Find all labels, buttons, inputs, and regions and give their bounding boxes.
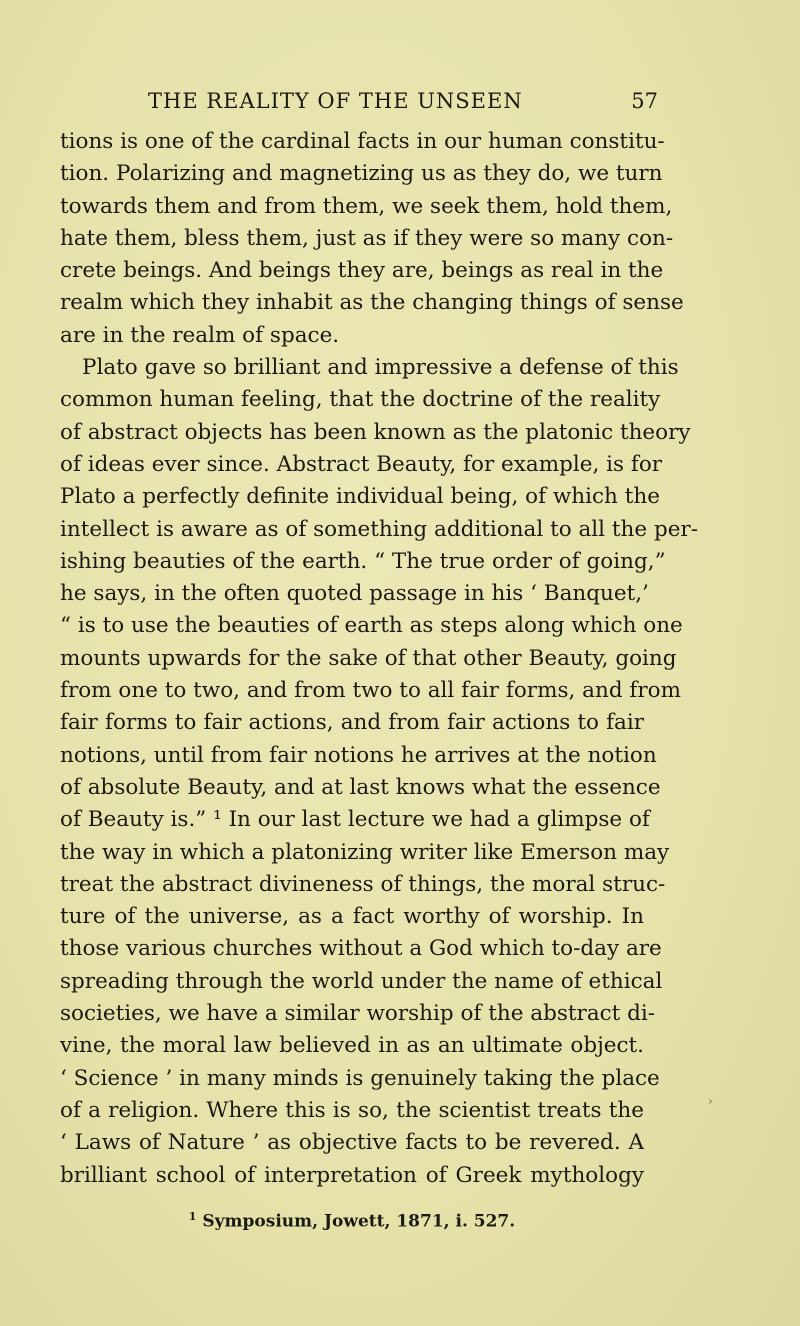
text-line: crete beings. And beings they are, beings as real in the: [60, 258, 664, 284]
text-line: notions, until from fair notions he arrives at the notion: [60, 742, 657, 768]
text-line: of abstract objects has been known as the platonic theory: [60, 419, 691, 445]
text-line: societies, we have a similar worship of the abstract di-: [60, 1001, 656, 1027]
text-line: of Beauty is.” ¹ In our last lecture we had a glimpse of: [60, 807, 650, 833]
text-line: fair forms to fair actions, and from fair actions to fair: [60, 710, 644, 736]
text-line: “ is to use the beauties of earth as steps along which one: [60, 613, 683, 639]
text-line: he says, in the often quoted passage in his ‘ Banquet,’: [60, 581, 649, 607]
footnote-marker: 1: [188, 1210, 197, 1223]
text-line: tion. Polarizing and magnetizing us as they do, we turn: [60, 161, 663, 187]
text-line: ‘ Laws of Nature ’ as objective facts to be revered. A: [60, 1130, 644, 1156]
text-line: those various churches without a God which to-day are: [60, 936, 662, 962]
text-line: realm which they inhabit as the changing things of sense: [60, 290, 684, 316]
text-line: brilliant school of interpretation of Greek mythology: [60, 1162, 644, 1188]
body-text: [60, 126, 698, 1192]
running-head: THE REALITY OF THE UNSEEN: [148, 89, 523, 113]
text-line: hate them, bless them, just as if they were so many con-: [60, 225, 674, 251]
text-line: are in the realm of space.: [60, 322, 340, 348]
text-line: from one to two, and from two to all fair forms, and from: [60, 678, 681, 704]
text-line: Plato a perfectly definite individual being, of which the: [60, 484, 660, 510]
text-line: ‘ Science ’ in many minds is genuinely taking the place: [60, 1065, 660, 1091]
text-line: ture of the universe, as a fact worthy of worship. In: [60, 904, 644, 930]
text-line: towards them and from them, we seek them, hold them,: [60, 193, 673, 219]
text-line: intellect is aware as of something additional to all the per-: [60, 516, 698, 542]
page-number: 57: [631, 89, 658, 113]
text-line: of a religion. Where this is so, the scientist treats the: [60, 1097, 644, 1123]
text-line: tions is one of the cardinal facts in our human constitu-: [60, 129, 665, 154]
text-line: treat the abstract divineness of things, the moral struc-: [60, 871, 666, 897]
text-line: common human feeling, that the doctrine of the reality: [60, 387, 661, 413]
text-line: vine, the moral law believed in as an ultimate object.: [60, 1033, 644, 1059]
footnote: [60, 1210, 644, 1232]
text-line: ishing beauties of the earth. “ The true order of going,”: [60, 548, 666, 574]
margin-mark: ›: [708, 1094, 713, 1108]
text-line: mounts upwards for the sake of that other Beauty, going: [60, 645, 677, 671]
text-line: the way in which a platonizing writer like Emerson may: [60, 839, 670, 865]
text-line: of ideas ever since. Abstract Beauty, for example, is for: [60, 451, 663, 477]
text-line: spreading through the world under the name of ethical: [60, 968, 663, 994]
text-line: Plato gave so brilliant and impressive a defense of this: [82, 355, 679, 381]
footnote-text: Symposium, Jowett, 1871, i. 527.: [202, 1211, 516, 1232]
page-header: [148, 89, 658, 119]
text-line: of absolute Beauty, and at last knows what the essence: [60, 774, 661, 800]
